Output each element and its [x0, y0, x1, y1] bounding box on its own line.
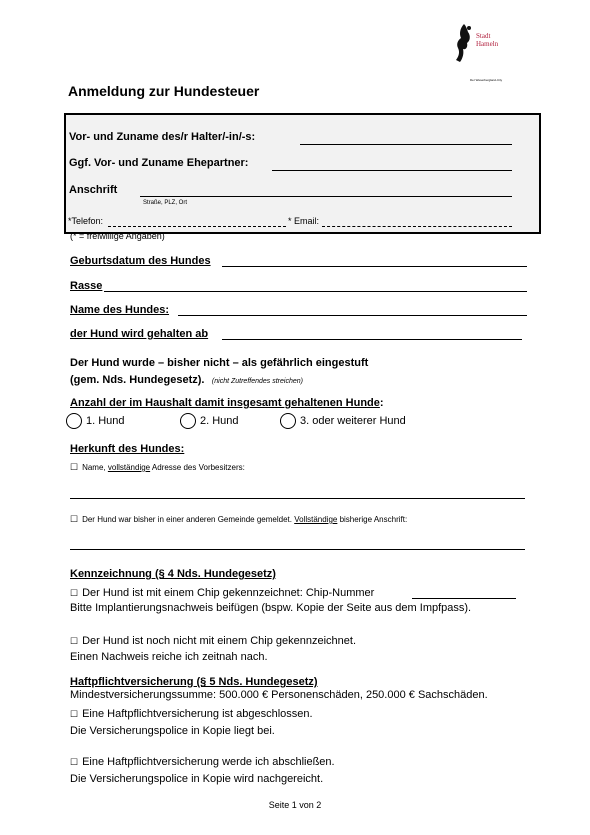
chip-option-2-line2: Einen Nachweis reiche ich zeitnah nach.	[70, 651, 268, 663]
insurance-minimum: Mindestversicherungssumme: 500.000 € Personenschäden, 250.000 € Sachschäden.	[70, 689, 488, 701]
partner-name-label: Ggf. Vor- und Zuname Ehepartner:	[69, 157, 249, 169]
dangerous-hint: (nicht Zutreffendes streichen)	[211, 378, 303, 385]
origin-option-2-post: bisherige Anschrift:	[337, 515, 408, 524]
dog-count-option-3-label: 3. oder weiterer Hund	[300, 414, 406, 427]
insurance-option-1-line1: Eine Haftpflichtversicherung ist abgeschlossen.	[82, 708, 313, 720]
chip-heading: Kennzeichnung (§ 4 Nds. Hundegesetz)	[70, 568, 276, 580]
dangerous-line1: Der Hund wurde – bisher nicht – als gefährlich eingestuft	[70, 357, 369, 369]
origin-option-2[interactable]	[70, 514, 407, 525]
chip-number-field[interactable]	[412, 598, 516, 599]
insurance-option-1-line2: Die Versicherungspolice in Kopie liegt bei.	[70, 725, 275, 737]
origin-heading: Herkunft des Hundes:	[70, 443, 185, 455]
kept-since-field[interactable]	[222, 339, 522, 340]
breed-label: Rasse	[70, 280, 103, 292]
radio-3[interactable]	[280, 413, 296, 429]
dog-count-heading: Anzahl der im Haushalt damit insgesamt gehaltenen Hunde	[70, 397, 380, 409]
insurance-option-2-line1: Eine Haftpflichtversicherung werde ich abschließen.	[82, 756, 335, 768]
insurance-option-1[interactable]	[70, 708, 313, 720]
chip-option-2[interactable]	[70, 635, 356, 647]
origin-option-1[interactable]	[70, 462, 245, 473]
origin-option-1-pre: Name,	[82, 463, 108, 472]
checkbox-icon[interactable]: ☐	[70, 757, 79, 767]
origin-option-2-pre: Der Hund war bisher in einer anderen Gemeinde gemeldet.	[82, 515, 295, 524]
dangerous-line2: (gem. Nds. Hundegesetz).	[70, 374, 205, 386]
radio-2[interactable]	[180, 413, 196, 429]
logo-name-line1: Stadt	[476, 32, 491, 40]
page-number: Seite 1 von 2	[268, 800, 322, 810]
dog-count-option-3[interactable]	[280, 413, 406, 429]
chip-option-1[interactable]	[70, 587, 374, 599]
logo	[450, 22, 530, 84]
owner-name-field[interactable]	[300, 144, 512, 145]
chip-option-1-line1: Der Hund ist mit einem Chip gekennzeichnet: Chip-Nummer	[82, 587, 375, 599]
dog-count-colon: :	[379, 397, 384, 409]
birthdate-label: Geburtsdatum des Hundes	[70, 255, 211, 267]
dog-count-option-2-label: 2. Hund	[200, 414, 239, 427]
origin-option-1-post: Adresse des Vorbesitzers:	[150, 463, 245, 472]
address-field[interactable]	[140, 196, 512, 197]
page-title: Anmeldung zur Hundesteuer	[68, 83, 260, 99]
optional-note: (* = freiwillige Angaben)	[70, 231, 165, 241]
phone-label: *Telefon:	[68, 216, 104, 226]
dog-count-option-1-label: 1. Hund	[86, 414, 125, 427]
origin-option-2-u: Vollständige	[294, 515, 338, 524]
logo-tagline: Der Weserbergland-City	[470, 78, 503, 82]
origin-option-1-u: vollständige	[107, 463, 151, 472]
logo-name-line2: Hameln	[476, 40, 499, 48]
breed-field[interactable]	[104, 291, 527, 292]
chip-option-2-line1: Der Hund ist noch nicht mit einem Chip gekennzeichnet.	[82, 635, 356, 647]
checkbox-icon[interactable]: ☐	[70, 462, 79, 472]
phone-field[interactable]	[108, 226, 286, 227]
insurance-option-2[interactable]	[70, 756, 335, 768]
address-hint: Straße, PLZ, Ort	[143, 200, 188, 206]
hameln-logo-icon	[450, 22, 478, 66]
dog-count-option-1[interactable]	[66, 413, 125, 429]
owner-name-label: Vor- und Zuname des/r Halter/-in/-s:	[69, 131, 256, 143]
checkbox-icon[interactable]: ☐	[70, 588, 79, 598]
dog-name-field[interactable]	[178, 315, 527, 316]
insurance-option-2-line2: Die Versicherungspolice in Kopie wird nachgereicht.	[70, 773, 324, 785]
dog-count-option-2[interactable]	[180, 413, 239, 429]
radio-1[interactable]	[66, 413, 82, 429]
dog-name-label: Name des Hundes:	[70, 304, 170, 316]
chip-option-1-line2: Bitte Implantierungsnachweis beifügen (bspw. Kopie der Seite aus dem Impfpass).	[70, 602, 472, 614]
partner-name-field[interactable]	[272, 170, 512, 171]
insurance-heading: Haftpflichtversicherung (§ 5 Nds. Hundegesetz)	[70, 676, 318, 688]
checkbox-icon[interactable]: ☐	[70, 514, 79, 524]
checkbox-icon[interactable]: ☐	[70, 636, 79, 646]
birthdate-field[interactable]	[222, 266, 527, 267]
checkbox-icon[interactable]: ☐	[70, 709, 79, 719]
origin-previous-owner-field[interactable]	[70, 498, 525, 499]
email-field[interactable]	[322, 226, 512, 227]
email-label: * Email:	[288, 216, 320, 226]
origin-previous-address-field[interactable]	[70, 549, 525, 550]
kept-since-label: der Hund wird gehalten ab	[70, 328, 209, 340]
address-label: Anschrift	[69, 184, 118, 196]
